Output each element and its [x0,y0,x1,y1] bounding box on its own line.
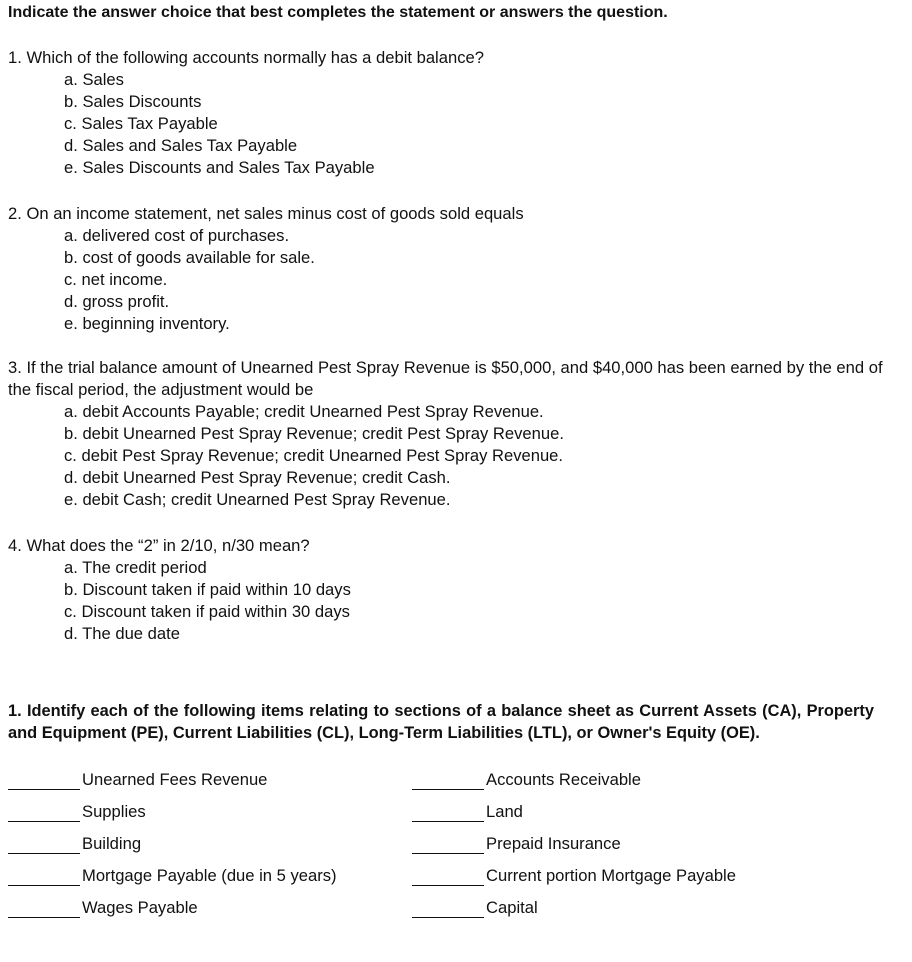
answer-blank[interactable] [412,867,484,886]
answer-option[interactable]: c. Discount taken if paid within 30 days [64,602,350,621]
answer-option[interactable]: b. Discount taken if paid within 10 days [64,580,351,599]
question-text: 4. What does the “2” in 2/10, n/30 mean? [8,536,310,555]
item-label: Accounts Receivable [486,770,641,789]
answer-option[interactable]: d. gross profit. [64,292,170,311]
classification-item [8,834,141,854]
classification-item [412,770,641,790]
answer-option[interactable]: b. Sales Discounts [64,92,202,111]
answer-blank[interactable] [412,803,484,822]
answer-option[interactable]: b. debit Unearned Pest Spray Revenue; credit Pest Spray Revenue. [64,424,564,443]
classification-item [8,770,267,790]
answer-option[interactable]: d. The due date [64,624,180,643]
item-label: Unearned Fees Revenue [82,770,268,789]
answer-blank[interactable] [412,835,484,854]
answer-option[interactable]: c. net income. [64,270,168,289]
item-label: Land [486,802,523,821]
answer-blank[interactable] [8,803,80,822]
item-label: Current portion Mortgage Payable [486,866,736,885]
answer-blank[interactable] [412,899,484,918]
item-label: Wages Payable [82,898,198,917]
item-label: Building [82,834,142,853]
answer-option[interactable]: e. beginning inventory. [64,314,230,333]
answer-option[interactable]: e. Sales Discounts and Sales Tax Payable [64,158,375,177]
answer-blank[interactable] [8,899,80,918]
answer-option[interactable]: a. debit Accounts Payable; credit Unearned Pest Spray Revenue. [64,402,544,421]
answer-option[interactable]: c. Sales Tax Payable [64,114,218,133]
answer-option[interactable]: c. debit Pest Spray Revenue; credit Unearned Pest Spray Revenue. [64,446,564,465]
classification-item [412,866,736,886]
answer-blank[interactable] [412,771,484,790]
item-label: Capital [486,898,538,917]
item-label: Mortgage Payable (due in 5 years) [82,866,337,885]
answer-option[interactable]: a. delivered cost of purchases. [64,226,290,245]
classification-item [412,898,538,918]
classification-item [412,802,523,822]
answer-blank[interactable] [8,835,80,854]
classification-item [8,802,146,822]
question-text: 2. On an income statement, net sales minus cost of goods sold equals [8,204,524,223]
answer-blank[interactable] [8,771,80,790]
answer-option[interactable]: d. debit Unearned Pest Spray Revenue; credit Cash. [64,468,451,487]
classification-item [412,834,621,854]
question-1 [8,47,888,179]
classification-item [8,898,198,918]
question-2 [8,203,888,335]
question-text: 3. If the trial balance amount of Unearned Pest Spray Revenue is $50,000, and $40,000 has been earned by the end of the fiscal period, the adjustment would be [8,358,883,399]
answer-option[interactable]: e. debit Cash; credit Unearned Pest Spray Revenue. [64,490,451,509]
question-3 [8,357,888,511]
section2-prompt: 1. Identify each of the following items relating to sections of a balance sheet as Current Assets (CA), Property and Equipment (PE), Current Liabilities (CL), Long-Term Liabilities (LTL), or Owner's Equity (OE). [8,702,874,742]
classification-item [8,866,337,886]
answer-option[interactable]: a. The credit period [64,558,207,577]
question-4 [8,535,888,645]
instructions-heading: Indicate the answer choice that best completes the statement or answers the question. [8,4,668,21]
answer-option[interactable]: b. cost of goods available for sale. [64,248,315,267]
answer-blank[interactable] [8,867,80,886]
answer-option[interactable]: d. Sales and Sales Tax Payable [64,136,298,155]
item-label: Prepaid Insurance [486,834,621,853]
question-text: 1. Which of the following accounts normally has a debit balance? [8,48,484,67]
answer-option[interactable]: a. Sales [64,70,124,89]
item-label: Supplies [82,802,146,821]
